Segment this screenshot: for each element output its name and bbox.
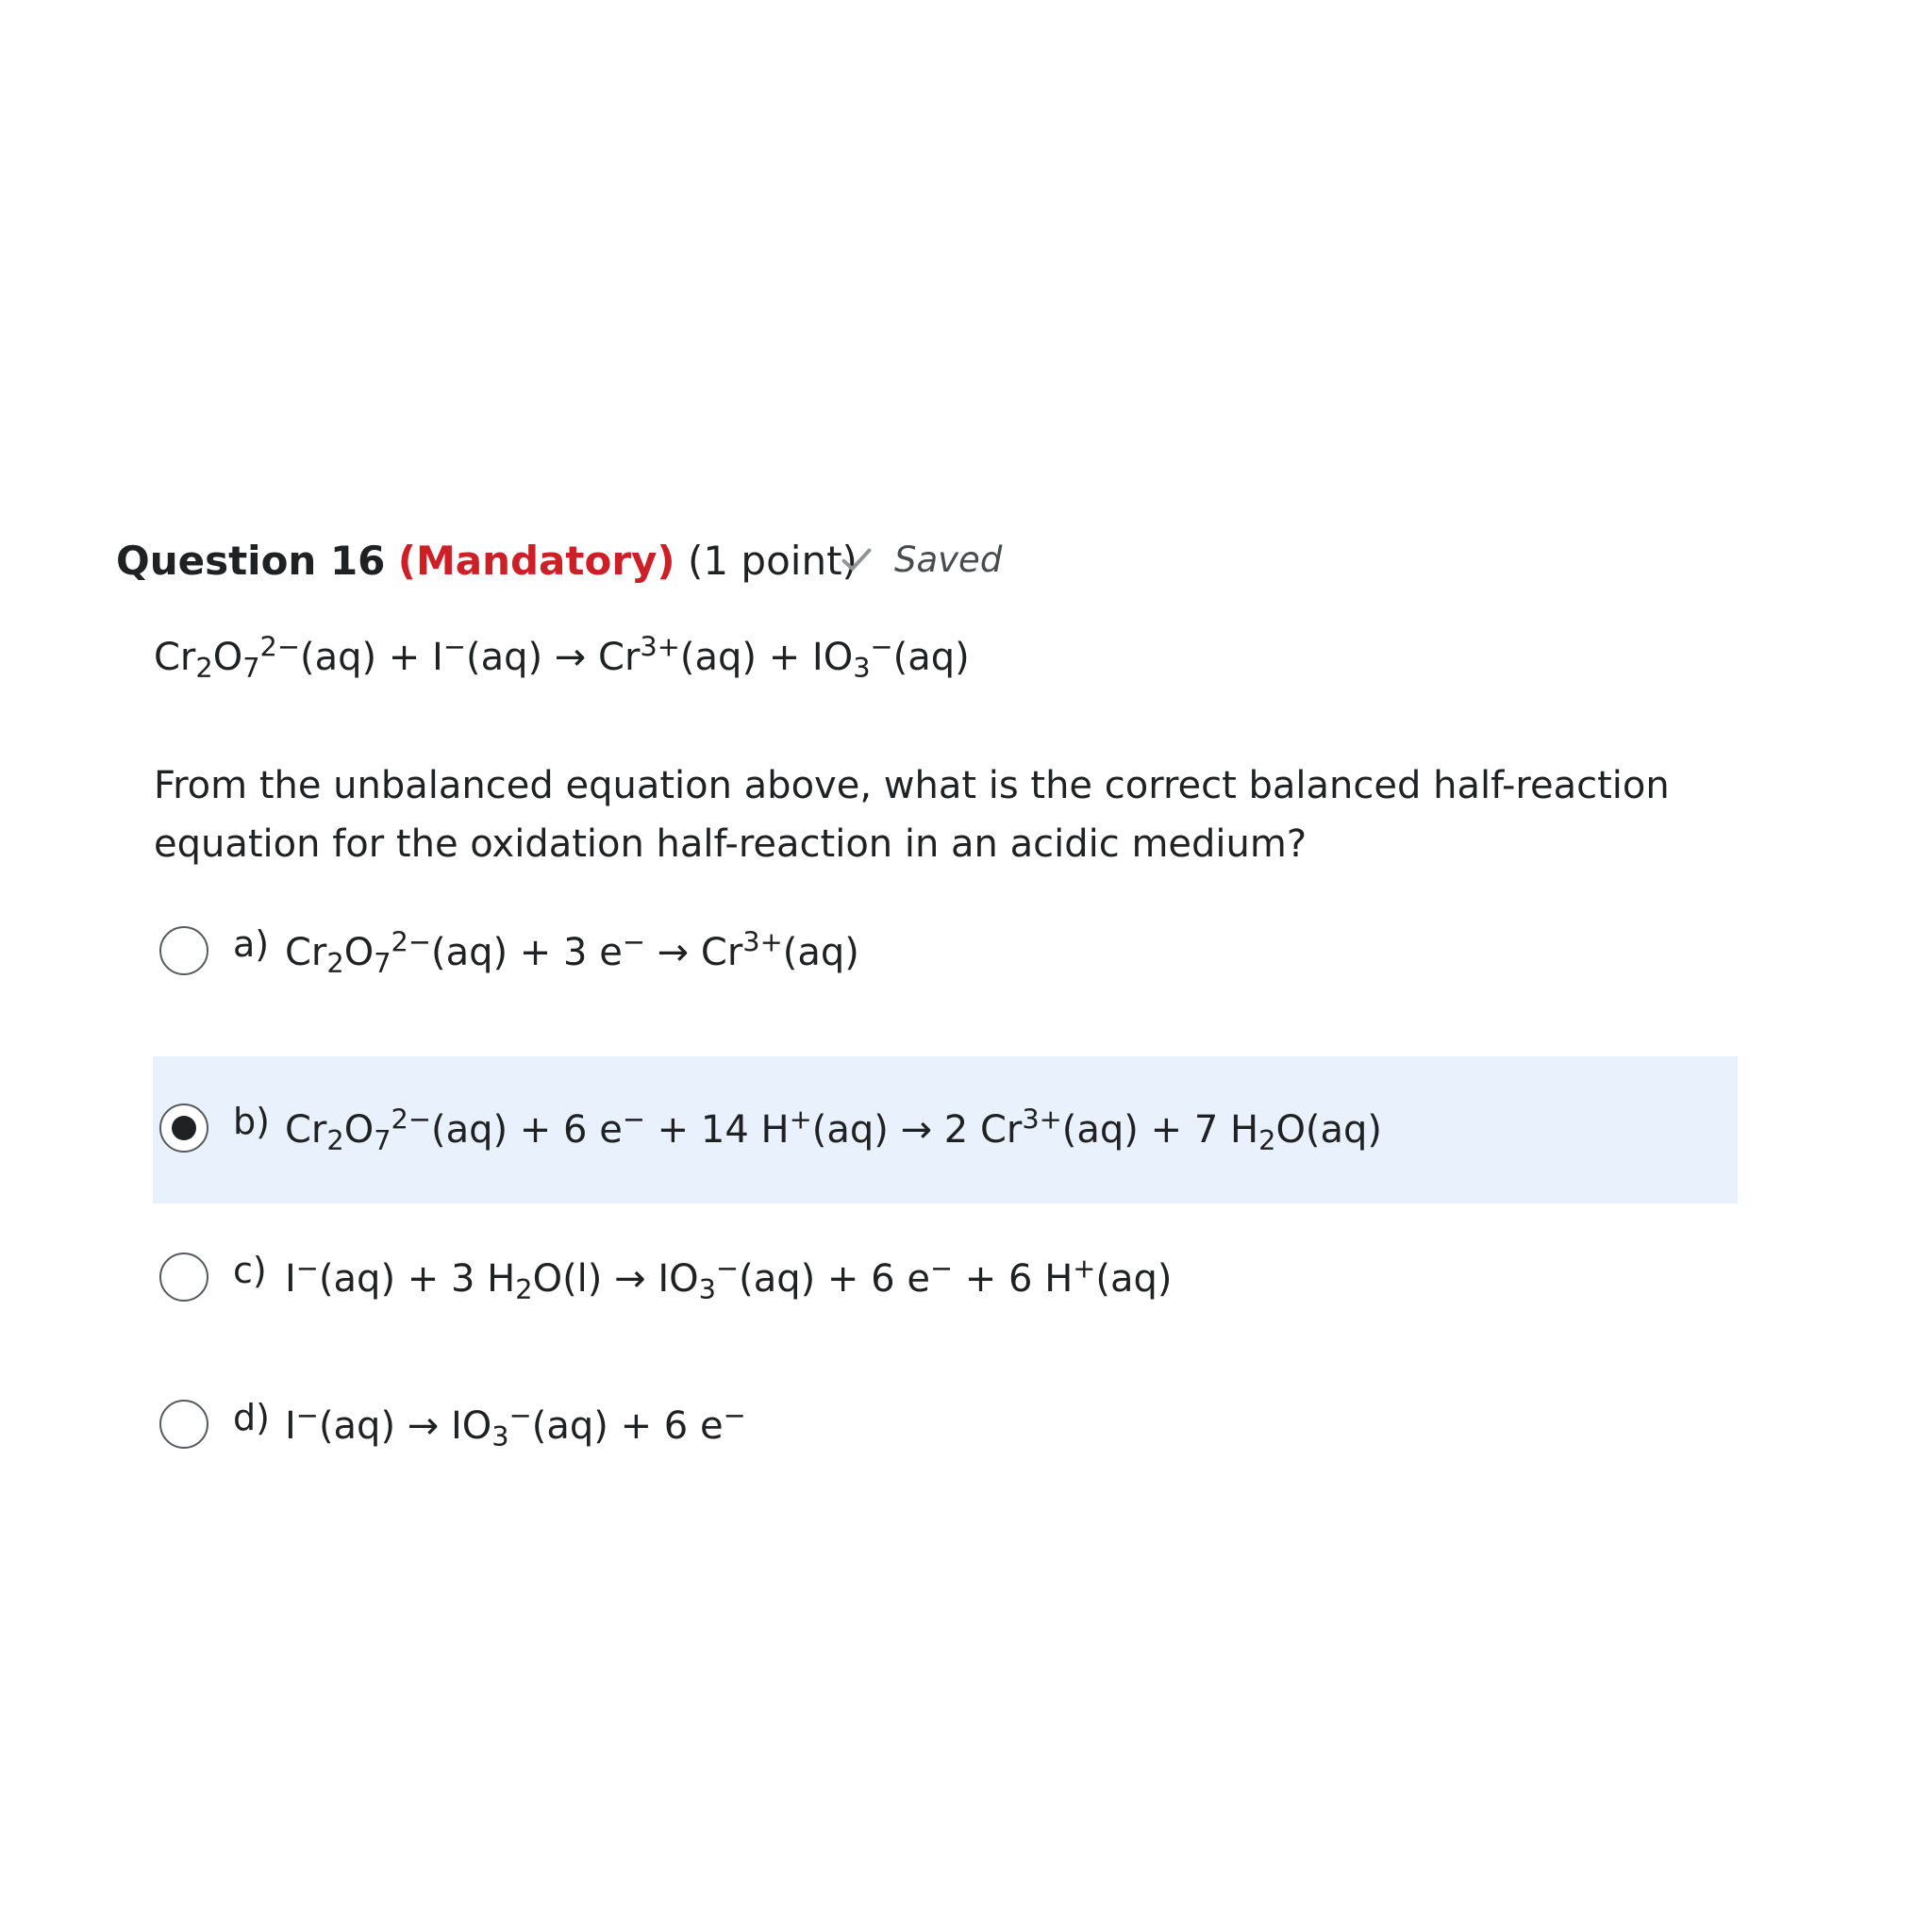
question-header <box>116 534 858 589</box>
saved-label: Saved <box>894 539 1003 580</box>
radio-button-selected[interactable] <box>159 1104 208 1153</box>
option-letter: c) <box>233 1250 267 1291</box>
saved-status <box>840 539 1002 580</box>
option-letter: a) <box>233 923 270 965</box>
option-letter: b) <box>233 1101 270 1142</box>
option-b[interactable] <box>153 1056 1738 1203</box>
question-title: Question 16 <box>116 538 386 584</box>
option-d[interactable] <box>153 1352 1738 1500</box>
option-text: I−(aq) + 3 $H_2O(l) \to IO_3^-(aq) + 6$ e− + 6 H+(aq) <box>285 1252 1173 1306</box>
option-text: $Cr_2O_7^{2-}(aq) + 3$ $e^- \to Cr^{3+}(aq)$ <box>285 925 859 980</box>
radio-button[interactable] <box>159 1253 208 1302</box>
option-text: $Cr_2O_7^{2-}(aq) + 6$ e− + 14 H+(aq) → 2 $Cr^{3+}(aq) + 7$ $H_2O(aq)$ <box>285 1103 1383 1157</box>
radio-button[interactable] <box>159 1400 208 1449</box>
unbalanced-equation: $Cr_2O_7^{2-}(aq) + I^-(aq) \to Cr^{3+}(aq) + IO_3^-(aq)$ <box>154 630 970 685</box>
option-a[interactable] <box>153 879 1738 1026</box>
option-c[interactable] <box>153 1205 1738 1352</box>
radio-button[interactable] <box>159 926 208 975</box>
option-text: $I^-(aq) \to IO_3^-(aq) + 6$ e− <box>285 1399 746 1453</box>
check-icon <box>840 543 874 577</box>
question-text: From the unbalanced equation above, what is the correct balanced half-reaction equation for the oxidation half-reaction in an acidic medium? <box>154 764 1670 866</box>
mandatory-label: (Mandatory) <box>397 538 675 584</box>
points-label: (1 point) <box>687 538 858 584</box>
option-letter: d) <box>233 1397 270 1438</box>
